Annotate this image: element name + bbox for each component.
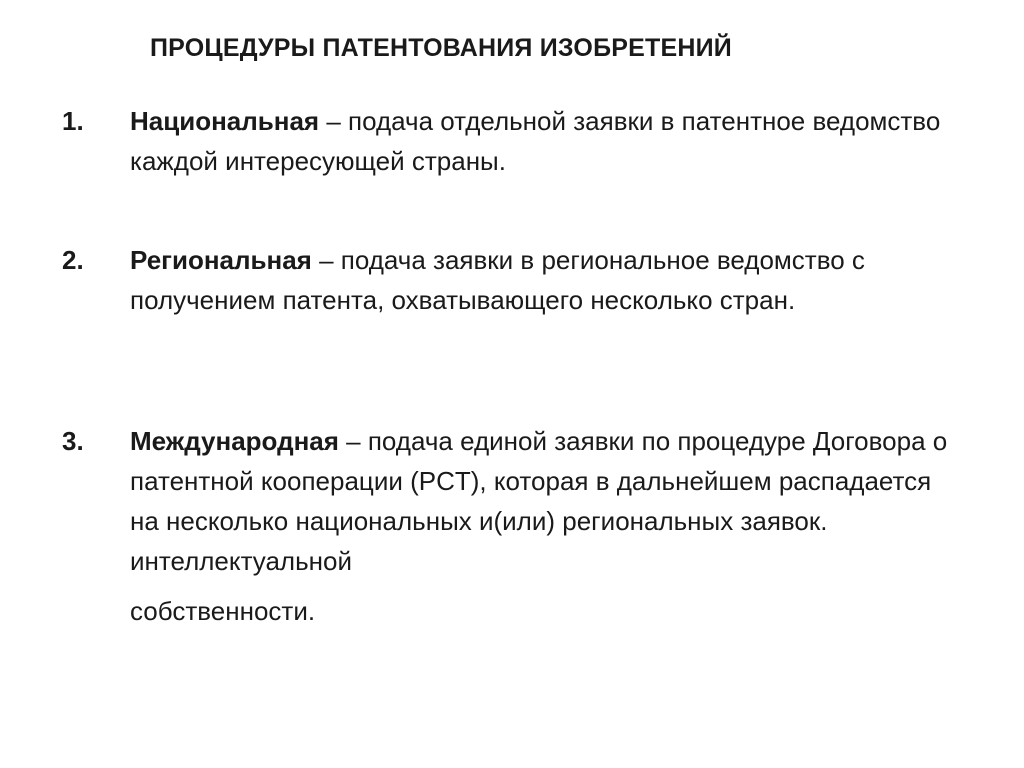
item-term: Международная [130,426,339,456]
item-term: Национальная [130,106,320,136]
item-description: – подача заявки в региональное ведомство с получением патента, охватывающего несколько стран. [130,245,865,315]
item-description: – подача единой заявки по процедуре Договора о патентной кооперации (PCT), которая в дальнейшем распадается на несколько национальных и(или) региональных заявок. интеллектуальной [130,426,948,576]
list-item-regional [62,240,962,320]
item-description: – подача отдельной заявки в патентное ведомство каждой интересующей страны. [130,106,941,176]
item-tail: собственности. [130,596,316,626]
slide-title: ПРОЦЕДУРЫ ПАТЕНТОВАНИЯ ИЗОБРЕТЕНИЙ [150,34,732,62]
item-text [130,421,960,631]
item-number: 3. [62,426,84,456]
item-number: 1. [62,106,84,136]
item-term: Региональная [130,245,312,275]
item-text [130,101,960,181]
list-item-national [62,101,962,181]
item-number: 2. [62,245,84,275]
list-item-international [62,421,962,631]
item-text [130,240,960,320]
